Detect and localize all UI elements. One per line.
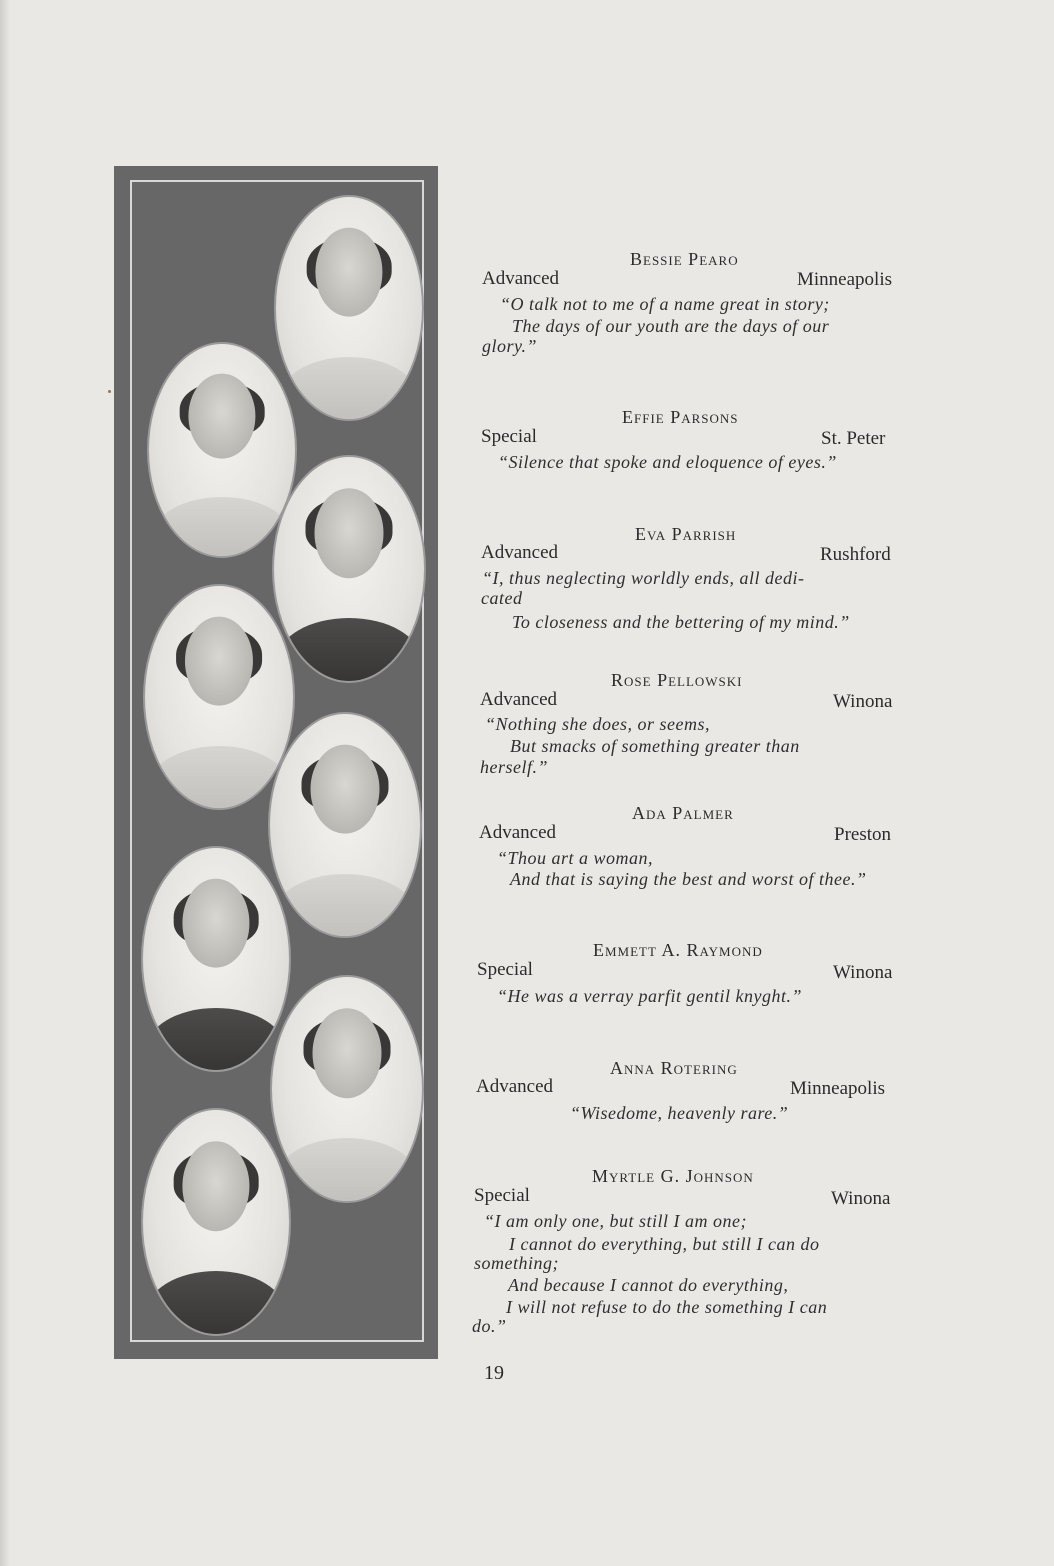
student-name: Emmett A. Raymond [593,940,763,960]
quote-line: “Silence that spoke and eloquence of eyes.” [498,452,837,472]
student-course: Special [477,959,533,980]
quote-line: “O talk not to me of a name great in story; [500,294,830,314]
student-course: Special [474,1185,530,1206]
student-course: Advanced [481,542,559,563]
page-edge-shadow [0,0,10,1566]
student-hometown: Minneapolis [790,1078,885,1099]
quote-line: But smacks of something greater than [510,736,800,756]
student-hometown: Rushford [820,544,891,565]
student-hometown: Preston [834,824,891,845]
student-hometown: St. Peter [821,428,886,449]
quote-line: “Wisedome, heavenly rare.” [570,1103,789,1123]
student-course: Advanced [480,689,558,710]
student-name: Rose Pellowski [611,670,743,690]
quote-line: I cannot do everything, but still I can do [509,1234,820,1254]
portrait-eva-parrish [272,455,426,683]
quote-line: “I, thus neglecting worldly ends, all dedi- [482,568,805,588]
quote-line: do.” [472,1316,507,1336]
student-hometown: Winona [833,691,893,712]
student-hometown: Winona [831,1188,891,1209]
portrait-myrtle-johnson [141,1108,291,1336]
student-name: Bessie Pearo [630,249,739,269]
quote-line: The days of our youth are the days of our [512,316,830,336]
student-name: Ada Palmer [632,803,734,823]
quote-line: And that is saying the best and worst of thee.” [510,869,867,889]
student-name: Myrtle G. Johnson [592,1166,754,1186]
portrait-rose-pellowski [143,584,295,810]
student-course: Advanced [482,268,560,289]
student-hometown: Minneapolis [797,269,892,290]
student-name: Eva Parrish [635,524,737,544]
student-course: Special [481,426,537,447]
quote-line: “I am only one, but still I am one; [484,1211,747,1231]
portrait-anna-rotering [270,975,424,1203]
quote-line: “He was a verray parfit gentil knyght.” [497,986,802,1006]
quote-line: glory.” [482,336,538,356]
student-hometown: Winona [833,962,893,983]
portrait-bessie-pearo [274,195,424,421]
portrait-effie-parsons [147,342,297,558]
quote-line: To closeness and the bettering of my mind.” [512,612,850,632]
quote-line: “Thou art a woman, [497,848,654,868]
quote-line: And because I cannot do everything, [508,1275,789,1295]
page-number: 19 [484,1362,504,1384]
student-course: Advanced [479,822,557,843]
quote-line: I will not refuse to do the something I can [506,1297,828,1317]
paper-speck [108,390,111,393]
quote-line: “Nothing she does, or seems, [485,714,710,734]
portrait-emmett-raymond [141,846,291,1072]
student-course: Advanced [476,1076,554,1097]
student-name: Anna Rotering [610,1058,738,1078]
quote-line: cated [481,588,523,608]
quote-line: herself.” [480,757,549,777]
quote-line: something; [474,1253,559,1273]
student-name: Effie Parsons [622,407,739,427]
portrait-ada-palmer [268,712,422,938]
